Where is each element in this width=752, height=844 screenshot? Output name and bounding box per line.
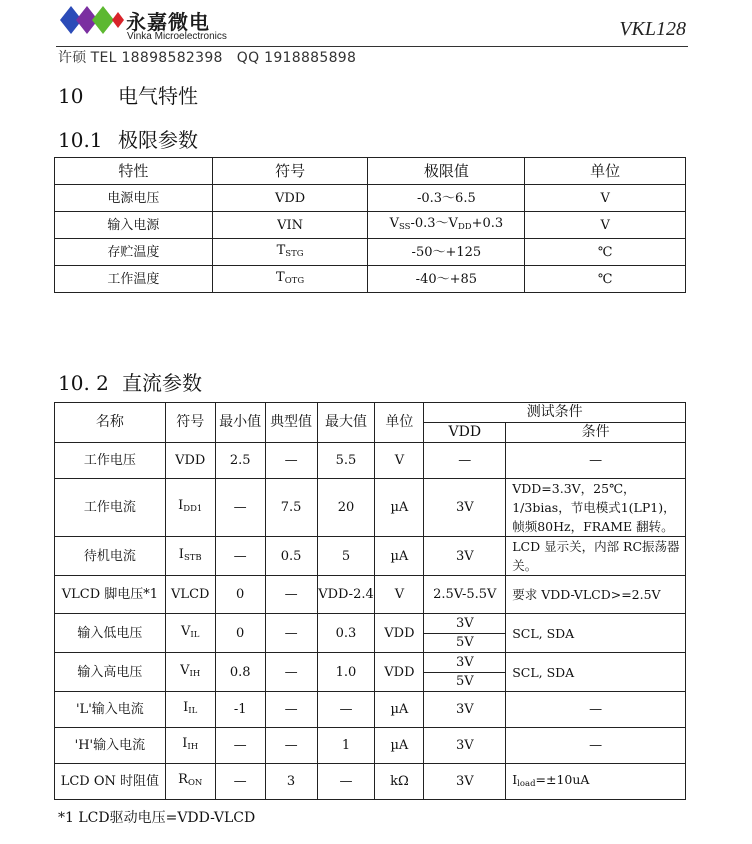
header-cell: 最小值 xyxy=(215,403,265,443)
cell-symbol: $T_{OTG}$ xyxy=(212,266,368,293)
cell-value: $V_{SS}-0.3\sim V_{DD}+0.3$ xyxy=(368,212,525,239)
cell-max: 5 xyxy=(317,537,375,576)
cell-unit: µA xyxy=(375,728,424,764)
cell-unit: ℃ xyxy=(525,239,686,266)
cell-typ: — xyxy=(265,728,317,764)
cell-max: — xyxy=(317,764,375,800)
cell-symbol: VDD xyxy=(165,443,215,479)
section-heading xyxy=(58,80,198,109)
cell-typ: — xyxy=(265,443,317,479)
cell-max: 1 xyxy=(317,728,375,764)
cell-value: -40～+85 xyxy=(368,266,525,293)
cell-symbol: $V_{IL}$ xyxy=(165,614,215,653)
cell-typ: — xyxy=(265,653,317,692)
header-cell: VDD xyxy=(424,423,506,443)
cell-symbol: VIN xyxy=(212,212,368,239)
cell-unit: µA xyxy=(375,479,424,537)
cell-name: 输入低电压 xyxy=(55,614,166,653)
limits-table xyxy=(54,157,686,293)
header-cell: 单位 xyxy=(375,403,424,443)
cell-name: 电源电压 xyxy=(55,185,213,212)
cell-condition: SCL, SDA xyxy=(506,614,686,653)
cell-symbol: VDD xyxy=(212,185,368,212)
header-cell: 符号 xyxy=(212,158,368,185)
cell-symbol: VLCD xyxy=(165,576,215,614)
cell-max: 1.0 xyxy=(317,653,375,692)
cell-symbol: $I_{DD1}$ xyxy=(165,479,215,537)
cell-max: VDD-2.4 xyxy=(317,576,375,614)
cell-name: 'H'输入电流 xyxy=(55,728,166,764)
cell-condition: — xyxy=(506,443,686,479)
cell-condition: 要求 VDD-VLCD>=2.5V xyxy=(506,576,686,614)
cell-min: — xyxy=(215,764,265,800)
cell-min: — xyxy=(215,537,265,576)
cell-vdd: 3V xyxy=(424,479,506,537)
cell-unit: VDD xyxy=(375,614,424,653)
cell-name: 工作电流 xyxy=(55,479,166,537)
table-header-row xyxy=(55,403,686,423)
table-row xyxy=(55,764,686,800)
cell-condition: VDD=3.3V，25℃，1/3bias，节电模式1(LP1)，帧频80Hz，FRAME 翻转。 xyxy=(506,479,686,537)
contact-tel: TEL 18898582398 xyxy=(90,50,223,66)
table-row xyxy=(55,266,686,293)
table-row xyxy=(55,728,686,764)
header-cell: 单位 xyxy=(525,158,686,185)
header-cell: 测试条件 xyxy=(424,403,686,423)
cell-vdd: 3V 5V xyxy=(424,653,506,692)
cell-max: 0.3 xyxy=(317,614,375,653)
cell-symbol: $V_{IH}$ xyxy=(165,653,215,692)
table-row xyxy=(55,443,686,479)
header-cell: 特性 xyxy=(55,158,213,185)
cell-value: -0.3～6.5 xyxy=(368,185,525,212)
cell-name: 存贮温度 xyxy=(55,239,213,266)
table-row xyxy=(55,614,686,653)
cell-name: 输入电源 xyxy=(55,212,213,239)
cell-typ: 3 xyxy=(265,764,317,800)
cell-symbol: $I_{IL}$ xyxy=(165,692,215,728)
cell-name: 工作电压 xyxy=(55,443,166,479)
cell-vdd: 3V xyxy=(424,764,506,800)
cell-condition: LCD 显示关，内部 RC振荡器关。 xyxy=(506,537,686,576)
cell-name: 输入高电压 xyxy=(55,653,166,692)
logo-english-name: Vinka Microelectronics xyxy=(127,31,227,42)
cell-name: 工作温度 xyxy=(55,266,213,293)
cell-name: 'L'输入电流 xyxy=(55,692,166,728)
cell-name: LCD ON 时阻值 xyxy=(55,764,166,800)
cell-min: 2.5 xyxy=(215,443,265,479)
header-cell: 极限值 xyxy=(368,158,525,185)
cell-symbol: $T_{STG}$ xyxy=(212,239,368,266)
contact-qq: QQ 1918885898 xyxy=(236,50,357,66)
cell-vdd: — xyxy=(424,443,506,479)
cell-min: -1 xyxy=(215,692,265,728)
cell-min: 0 xyxy=(215,576,265,614)
cell-min: — xyxy=(215,728,265,764)
cell-unit: V xyxy=(525,212,686,239)
cell-condition: — xyxy=(506,728,686,764)
table-row xyxy=(55,576,686,614)
cell-name: 待机电流 xyxy=(55,537,166,576)
cell-vdd: 3V 5V xyxy=(424,614,506,653)
table-row xyxy=(55,239,686,266)
header-cell: 符号 xyxy=(165,403,215,443)
header-cell: 最大值 xyxy=(317,403,375,443)
cell-unit: V xyxy=(525,185,686,212)
logo-chinese-name: 永嘉微电 xyxy=(126,10,210,34)
cell-typ: — xyxy=(265,614,317,653)
cell-typ: — xyxy=(265,576,317,614)
table-row xyxy=(55,212,686,239)
section-number: 10 xyxy=(58,84,84,108)
table-row xyxy=(55,537,686,576)
limits-title: 极限参数 xyxy=(118,128,198,152)
cell-unit: VDD xyxy=(375,653,424,692)
footnote: *1 LCD驱动电压=VDD-VLCD xyxy=(58,810,256,826)
cell-vdd: 2.5V-5.5V xyxy=(424,576,506,614)
cell-unit: kΩ xyxy=(375,764,424,800)
cell-unit: ℃ xyxy=(525,266,686,293)
cell-unit: µA xyxy=(375,692,424,728)
cell-min: 0 xyxy=(215,614,265,653)
cell-max: 5.5 xyxy=(317,443,375,479)
cell-unit: V xyxy=(375,576,424,614)
cell-vdd: 3V xyxy=(424,537,506,576)
contact-line xyxy=(58,47,356,67)
table-row xyxy=(55,692,686,728)
dc-number: 10. 2 xyxy=(58,371,109,395)
cell-condition: — xyxy=(506,692,686,728)
cell-value: -50～+125 xyxy=(368,239,525,266)
header-cell: 名称 xyxy=(55,403,166,443)
dc-heading xyxy=(58,367,202,396)
cell-condition: SCL, SDA xyxy=(506,653,686,692)
contact-person: 许硕 xyxy=(58,50,87,66)
table-row xyxy=(55,185,686,212)
table-row xyxy=(55,479,686,537)
cell-symbol: $R_{ON}$ xyxy=(165,764,215,800)
cell-condition: $I_{load}=\pm 10uA$ xyxy=(506,764,686,800)
cell-unit: V xyxy=(375,443,424,479)
cell-name: VLCD 脚电压*1 xyxy=(55,576,166,614)
cell-typ: — xyxy=(265,692,317,728)
cell-symbol: $I_{STB}$ xyxy=(165,537,215,576)
cell-max: 20 xyxy=(317,479,375,537)
header-cell: 典型值 xyxy=(265,403,317,443)
limits-number: 10.1 xyxy=(58,128,103,152)
cell-min: — xyxy=(215,479,265,537)
dc-table xyxy=(54,402,686,800)
table-header-row xyxy=(55,158,686,185)
cell-vdd: 3V xyxy=(424,692,506,728)
cell-vdd: 3V xyxy=(424,728,506,764)
limits-heading xyxy=(58,124,198,153)
cell-typ: 7.5 xyxy=(265,479,317,537)
cell-unit: µA xyxy=(375,537,424,576)
section-title: 电气特性 xyxy=(118,84,198,108)
header-cell: 条件 xyxy=(506,423,686,443)
table-row xyxy=(55,653,686,692)
model-number: VKL128 xyxy=(619,18,686,40)
cell-max: — xyxy=(317,692,375,728)
cell-typ: 0.5 xyxy=(265,537,317,576)
vinka-logo-icon xyxy=(58,2,124,42)
cell-symbol: $I_{IH}$ xyxy=(165,728,215,764)
dc-title: 直流参数 xyxy=(122,371,202,395)
cell-min: 0.8 xyxy=(215,653,265,692)
